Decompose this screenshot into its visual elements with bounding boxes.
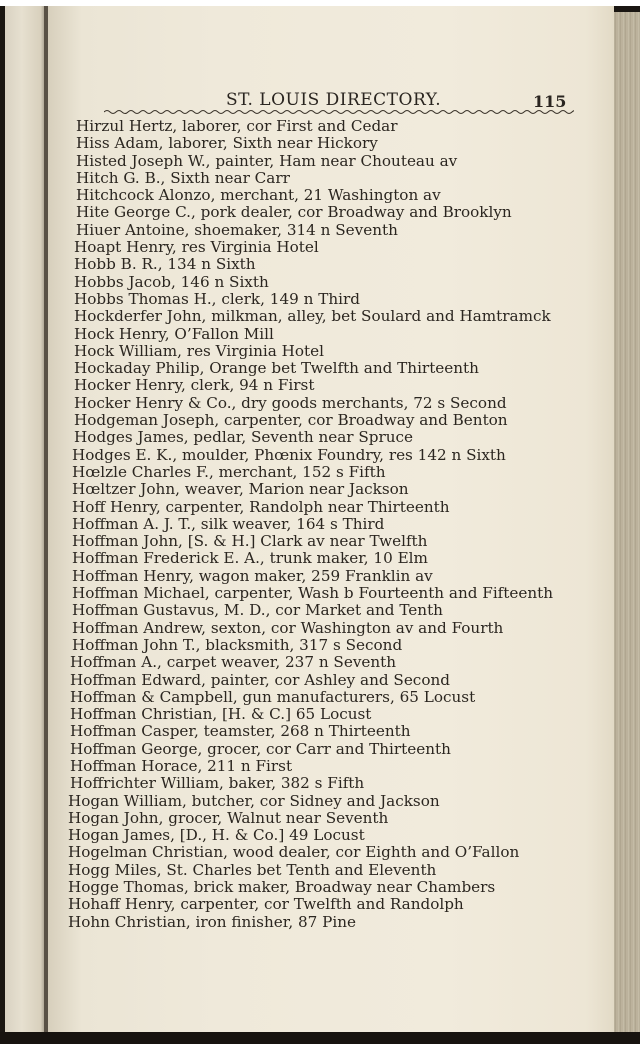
- directory-entry: Hoffman Horace, 211 n First: [70, 756, 293, 775]
- directory-entry: Hoffman Gustavus, M. D., cor Market and Tenth: [72, 601, 443, 620]
- running-title: ST. LOUIS DIRECTORY.: [226, 90, 442, 110]
- page-number: 115: [533, 92, 567, 111]
- directory-entry: Hogan John, grocer, Walnut near Seventh: [68, 808, 389, 827]
- directory-entry: Hœltzer John, weaver, Marion near Jackson: [72, 480, 409, 499]
- directory-entry: Hogg Miles, St. Charles bet Tenth and Eleventh: [68, 860, 437, 879]
- directory-entry: Hobbs Jacob, 146 n Sixth: [74, 272, 269, 291]
- directory-entry: Hoffman John, [S. & H.] Clark av near Twelfth: [72, 532, 428, 551]
- directory-entry: Hogan James, [D., H. & Co.] 49 Locust: [68, 826, 365, 845]
- directory-entry: Hoffman Andrew, sexton, cor Washington av and Fourth: [72, 618, 504, 637]
- directory-entry: Hoff Henry, carpenter, Randolph near Thirteenth: [72, 497, 450, 516]
- directory-page: [48, 6, 614, 1032]
- directory-entry: Hodges James, pedlar, Seventh near Spruce: [74, 428, 414, 447]
- directory-entry: Histed Joseph W., painter, Ham near Chouteau av: [76, 151, 458, 170]
- directory-entry: Hoffman Henry, wagon maker, 259 Franklin av: [72, 566, 433, 585]
- directory-entry: Hoapt Henry, res Virginia Hotel: [74, 238, 319, 257]
- directory-entry: Hoffman George, grocer, cor Carr and Thirteenth: [70, 739, 451, 758]
- wavy-rule-divider: [104, 108, 574, 116]
- page-header: [48, 86, 614, 116]
- directory-entry: Hœlzle Charles F., merchant, 152 s Fifth: [72, 462, 386, 481]
- directory-entry: Hoffman & Campbell, gun manufacturers, 65 Locust: [70, 687, 476, 706]
- directory-entry: Hohaff Henry, carpenter, cor Twelfth and Randolph: [68, 895, 464, 914]
- directory-entry: Hite George C., pork dealer, cor Broadway and Brooklyn: [76, 203, 512, 222]
- directory-entry: Hoffman Frederick E. A., trunk maker, 10 Elm: [72, 549, 428, 568]
- directory-entry: Hoffman Christian, [H. & C.] 65 Locust: [70, 705, 372, 724]
- directory-entry: Hiss Adam, laborer, Sixth near Hickory: [76, 134, 378, 153]
- directory-entry: Hodgeman Joseph, carpenter, cor Broadway and Benton: [74, 411, 508, 430]
- directory-entry: Hobbs Thomas H., clerk, 149 n Third: [74, 289, 360, 308]
- directory-entry: Hocker Henry & Co., dry goods merchants, 72 s Second: [74, 393, 507, 412]
- directory-entry: Hock Henry, O’Fallon Mill: [74, 324, 274, 343]
- directory-entry: Hohn Christian, iron finisher, 87 Pine: [68, 912, 356, 931]
- scan-bottom-border: [0, 1032, 640, 1044]
- directory-entry: Hoffman John T., blacksmith, 317 s Second: [72, 635, 403, 654]
- directory-entry: Hitch G. B., Sixth near Carr: [76, 168, 290, 187]
- directory-entry: Hiuer Antoine, shoemaker, 314 n Seventh: [76, 220, 398, 239]
- directory-entry: Hogan William, butcher, cor Sidney and Jackson: [68, 791, 440, 810]
- directory-entry: Hoffman A., carpet weaver, 237 n Seventh: [70, 653, 397, 672]
- directory-entry: Hoffman Edward, painter, cor Ashley and Second: [70, 670, 450, 689]
- page-stack-edges: [612, 12, 640, 1032]
- directory-entry: Hoffman A. J. T., silk weaver, 164 s Third: [72, 514, 385, 533]
- directory-entry: Hitchcock Alonzo, merchant, 21 Washington av: [76, 186, 441, 205]
- directory-entry: Hoffman Michael, carpenter, Wash b Fourteenth and Fifteenth: [72, 584, 554, 603]
- directory-entry: Hockaday Philip, Orange bet Twelfth and Thirteenth: [74, 359, 479, 378]
- directory-entry: Hockderfer John, milkman, alley, bet Soulard and Hamtramck: [74, 307, 551, 326]
- directory-entry: Hirzul Hertz, laborer, cor First and Cedar: [76, 117, 398, 135]
- directory-entry: Hobb B. R., 134 n Sixth: [74, 255, 256, 274]
- directory-entry: Hoffman Casper, teamster, 268 n Thirteenth: [70, 722, 411, 741]
- directory-entry: Hocker Henry, clerk, 94 n First: [74, 376, 315, 395]
- directory-entry: Hoffrichter William, baker, 382 s Fifth: [70, 774, 365, 793]
- facing-page-edge: [5, 6, 47, 1032]
- directory-entries: [68, 117, 596, 931]
- directory-entry: Hogge Thomas, brick maker, Broadway near Chambers: [68, 878, 496, 897]
- directory-entry: Hogelman Christian, wood dealer, cor Eighth and O’Fallon: [68, 843, 520, 862]
- directory-entry: Hodges E. K., moulder, Phœnix Foundry, res 142 n Sixth: [72, 445, 506, 464]
- directory-entry: Hock William, res Virginia Hotel: [74, 341, 324, 360]
